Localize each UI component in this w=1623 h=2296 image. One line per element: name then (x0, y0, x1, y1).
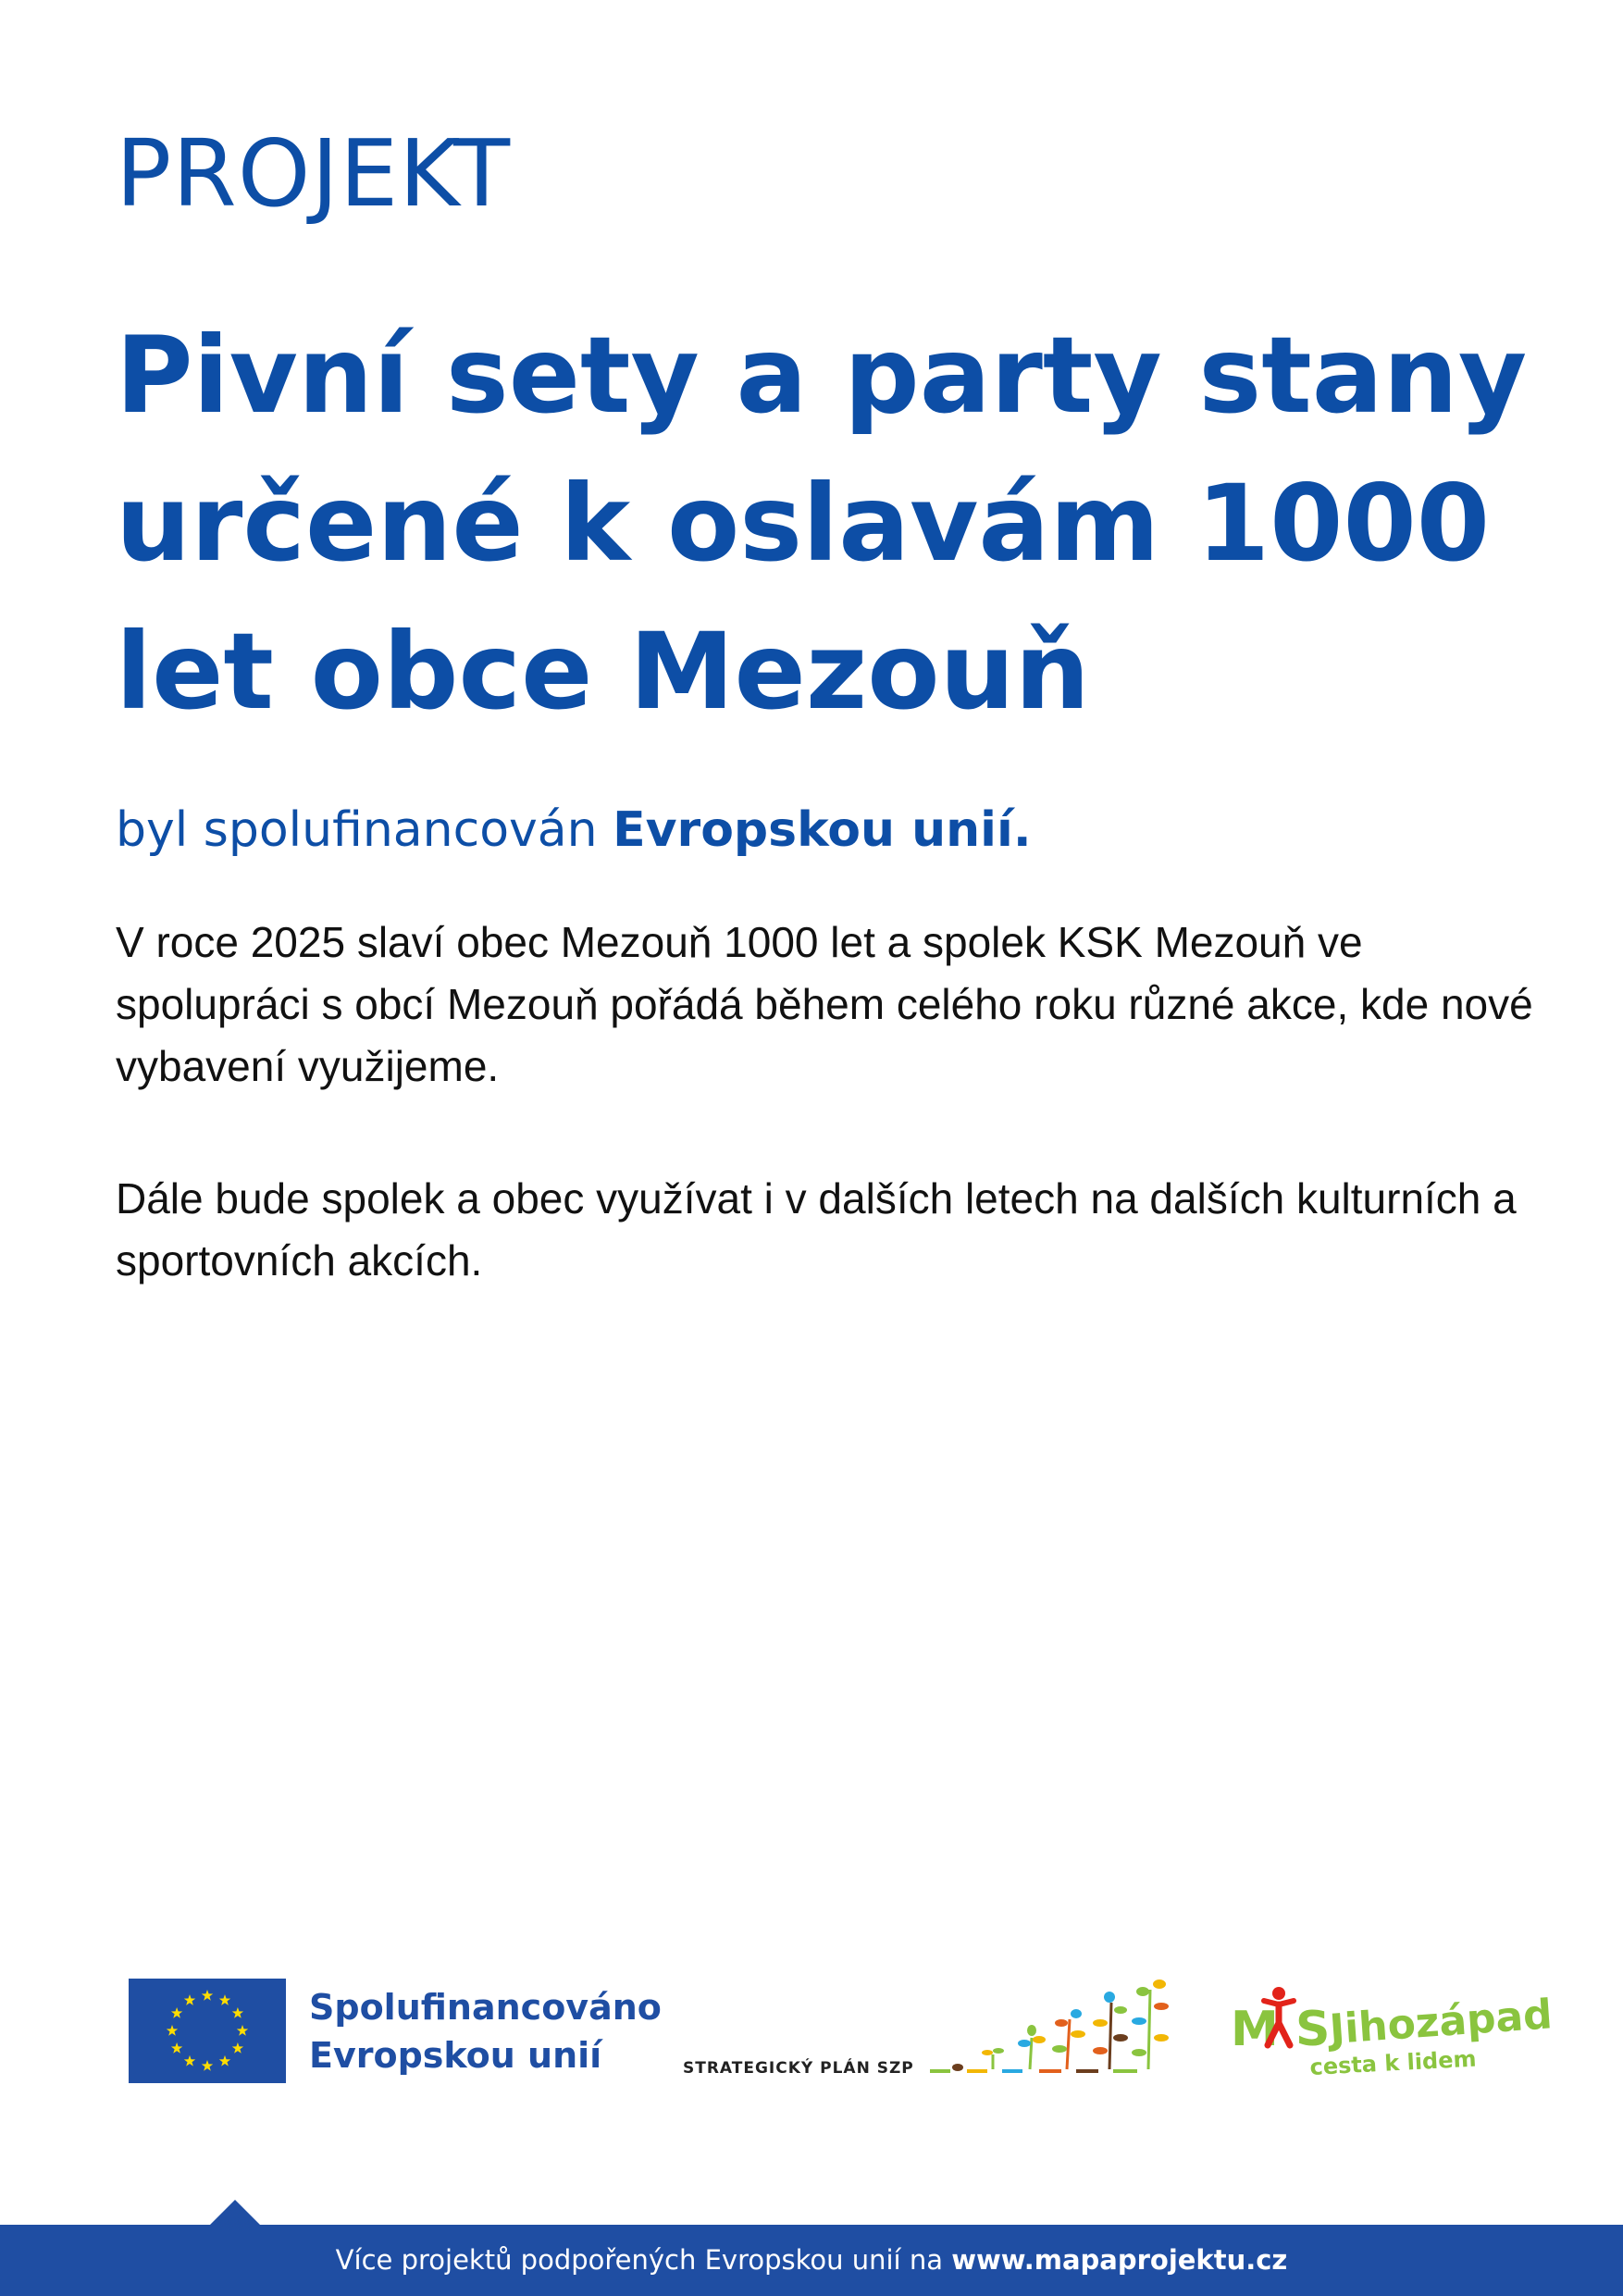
szp-plants-logo-icon (928, 1977, 1180, 2084)
svg-text:M: M (1231, 2002, 1279, 2057)
cofinanced-statement (116, 798, 1032, 863)
project-label: PROJEKT (116, 119, 512, 228)
eu-cofinanced-logo-text (309, 1983, 662, 2079)
footer-link[interactable]: www.mapaprojektu.cz (951, 2244, 1288, 2276)
szp-label: STRATEGICKÝ PLÁN SZP (683, 2059, 914, 2078)
footer-text-prefix: Více projektů podpořených Evropskou unií na (335, 2244, 952, 2276)
footer-text (0, 2225, 1623, 2296)
footer-notch (209, 2200, 261, 2226)
cofinanced-prefix: byl spolufinancován (116, 802, 613, 858)
description-paragraph-1: V roce 2025 slaví obec Mezouň 1000 let a spolek KSK Mezouň ve spolupráci s obcí Mezouň pořádá během celého roku různé akce, kde nové vybavení využijeme. (116, 918, 1533, 1090)
svg-text:S: S (1295, 2002, 1331, 2057)
description-paragraph-2: Dále bude spolek a obec využívat i v dalších letech na dalších kulturních a sportovních akcích. (116, 1174, 1517, 1285)
svg-text:Jihozápad: Jihozápad (1328, 1991, 1555, 2054)
svg-text:cesta k lidem: cesta k lidem (1308, 2045, 1478, 2080)
eu-logo-line-2: Evropskou unií (309, 2035, 602, 2076)
project-title: Pivní sety a party stany určené k oslavám 1000 let obce Mezouň (116, 314, 1528, 733)
eu-flag-icon (129, 1979, 286, 2083)
mas-jihozapad-logo-icon (1231, 1980, 1555, 2082)
cofinanced-eu: Evropskou unií. (613, 802, 1032, 858)
eu-logo-line-1: Spolufinancováno (309, 1987, 662, 2028)
